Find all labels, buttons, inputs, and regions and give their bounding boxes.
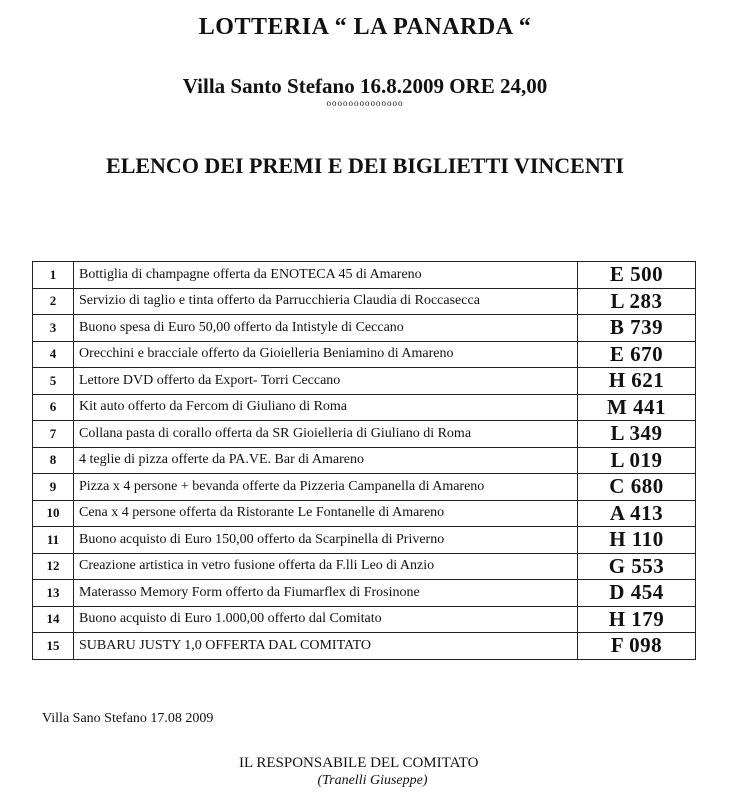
table-row <box>33 394 696 421</box>
winning-ticket: H 621 <box>578 368 696 395</box>
prize-number: 4 <box>33 341 74 368</box>
winning-ticket: E 500 <box>578 262 696 289</box>
table-row <box>33 474 696 501</box>
prize-number: 1 <box>33 262 74 289</box>
prize-number: 14 <box>33 606 74 633</box>
prize-number: 15 <box>33 633 74 660</box>
prize-description: Lettore DVD offerto da Export- Torri Ceccano <box>74 368 578 395</box>
lottery-title: LOTTERIA “ LA PANARDA “ <box>198 14 532 40</box>
prize-number: 10 <box>33 500 74 527</box>
table-row <box>33 447 696 474</box>
prize-description: Buono acquisto di Euro 1.000,00 offerto dal Comitato <box>74 606 578 633</box>
prize-number: 2 <box>33 288 74 315</box>
prize-description: Creazione artistica in vetro fusione offerta da F.lli Leo di Anzio <box>74 553 578 580</box>
table-row <box>33 527 696 554</box>
prize-description: Collana pasta di corallo offerta da SR Gioielleria di Giuliano di Roma <box>74 421 578 448</box>
table-row <box>33 315 696 342</box>
prize-description: Orecchini e bracciale offerto da Gioielleria Beniamino di Amareno <box>74 341 578 368</box>
prize-description: SUBARU JUSTY 1,0 OFFERTA DAL COMITATO <box>74 633 578 660</box>
winning-ticket: G 553 <box>578 553 696 580</box>
winning-ticket: C 680 <box>578 474 696 501</box>
table-row <box>33 341 696 368</box>
prize-description: Materasso Memory Form offerto da Fiumarflex di Frosinone <box>74 580 578 607</box>
prize-description: Buono acquisto di Euro 150,00 offerto da Scarpinella di Priverno <box>74 527 578 554</box>
prize-number: 5 <box>33 368 74 395</box>
winning-ticket: D 454 <box>578 580 696 607</box>
prize-number: 3 <box>33 315 74 342</box>
table-row <box>33 368 696 395</box>
table-row <box>33 606 696 633</box>
winning-ticket: L 283 <box>578 288 696 315</box>
prize-number: 13 <box>33 580 74 607</box>
prize-number: 6 <box>33 394 74 421</box>
table-row <box>33 580 696 607</box>
prize-description: Buono spesa di Euro 50,00 offerto da Intistyle di Ceccano <box>74 315 578 342</box>
table-row <box>33 500 696 527</box>
winning-ticket: L 349 <box>578 421 696 448</box>
winning-ticket: H 179 <box>578 606 696 633</box>
table-row <box>33 553 696 580</box>
prize-description: Pizza x 4 persone + bevanda offerte da Pizzeria Campanella di Amareno <box>74 474 578 501</box>
table-row <box>33 421 696 448</box>
prize-description: Servizio di taglio e tinta offerto da Parrucchieria Claudia di Roccasecca <box>74 288 578 315</box>
winning-ticket: E 670 <box>578 341 696 368</box>
table-row <box>33 262 696 289</box>
prize-number: 12 <box>33 553 74 580</box>
prize-description: Bottiglia di champagne offerta da ENOTECA 45 di Amareno <box>74 262 578 289</box>
prizes-table <box>32 261 696 660</box>
winning-ticket: L 019 <box>578 447 696 474</box>
table-row <box>33 633 696 660</box>
prize-number: 7 <box>33 421 74 448</box>
winning-ticket: M 441 <box>578 394 696 421</box>
place-date: Villa Sano Stefano 17.08 2009 <box>42 711 214 726</box>
prize-number: 9 <box>33 474 74 501</box>
prize-number: 11 <box>33 527 74 554</box>
winning-ticket: B 739 <box>578 315 696 342</box>
prize-description: Cena x 4 persone offerta da Ristorante Le Fontanelle di Amareno <box>74 500 578 527</box>
event-subtitle: Villa Santo Stefano 16.8.2009 ORE 24,00 <box>182 74 548 98</box>
ornament-divider: oooooooooooooo <box>326 98 404 108</box>
winning-ticket: F 098 <box>578 633 696 660</box>
winning-ticket: A 413 <box>578 500 696 527</box>
list-heading: ELENCO DEI PREMI E DEI BIGLIETTI VINCENTI <box>106 153 624 178</box>
table-row <box>33 288 696 315</box>
prize-description: Kit auto offerto da Fercom di Giuliano di Roma <box>74 394 578 421</box>
signature-title: IL RESPONSABILE DEL COMITATO <box>239 755 479 771</box>
prize-number: 8 <box>33 447 74 474</box>
prize-description: 4 teglie di pizza offerte da PA.VE. Bar di Amareno <box>74 447 578 474</box>
signer-name: (Tranelli Giuseppe) <box>317 773 428 788</box>
winning-ticket: H 110 <box>578 527 696 554</box>
